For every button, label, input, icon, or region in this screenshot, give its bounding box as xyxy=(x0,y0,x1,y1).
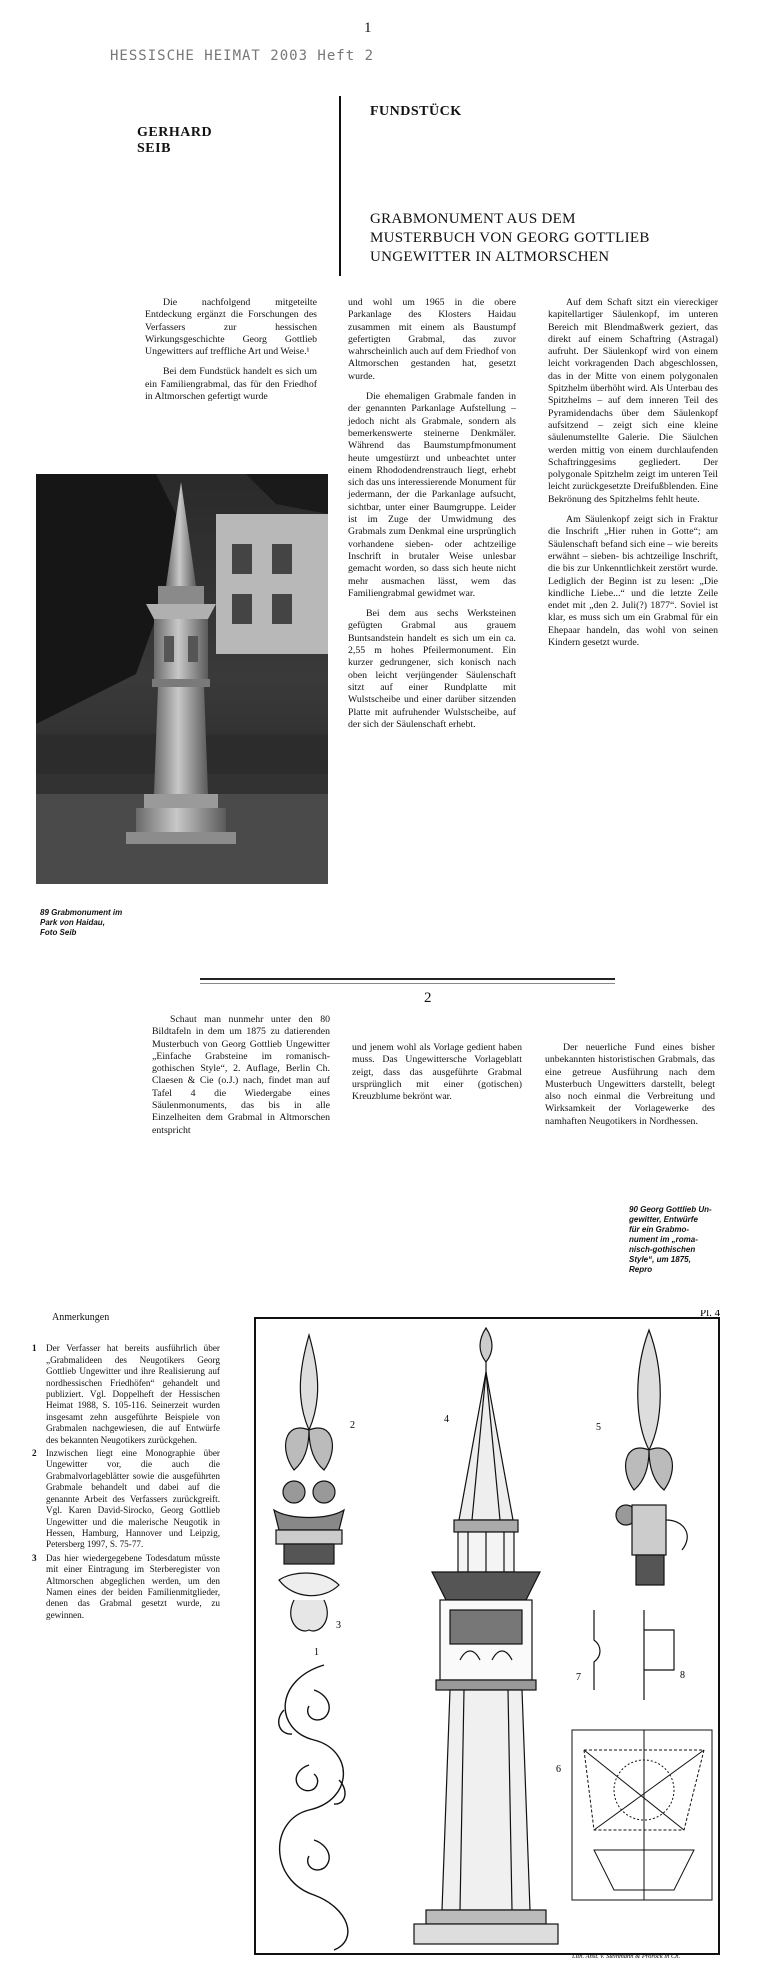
photo-caption xyxy=(40,908,160,938)
plate-number: 7 xyxy=(576,1672,581,1683)
header-divider xyxy=(339,96,341,276)
title-line-1: GRABMONUMENT AUS DEM xyxy=(370,211,576,227)
journal-header: HESSISCHE HEIMAT 2003 Heft 2 xyxy=(110,48,375,64)
page-number-second: 2 xyxy=(424,990,432,1006)
figure-caption-line: gewitter, Entwürfe xyxy=(629,1215,698,1224)
note-item xyxy=(32,1553,220,1621)
page1-column-3 xyxy=(548,297,718,657)
figure-caption-line: Repro xyxy=(629,1265,653,1274)
note-text: Der Verfasser hat bereits ausführlich über „Grabmalideen des Neugotikers Georg Gottlieb Ungewitter und ihre Realisierung auf nordhessischen Friedhöfen“ gehandelt und publiziert. Vgl. Doppelheft der Hessischen Heimat 1988, S. 105-116. Seinerzeit wurden insgesamt zehn ausgeführte Beispiele von Grabmalen nachgewiesen, die auf Entwürfe des bekannten Neugotikers zurückgehen. xyxy=(46,1343,220,1445)
plate-number: 4 xyxy=(444,1414,449,1425)
page1-column-2 xyxy=(348,297,516,739)
page1-col1-paragraph: Die nachfolgend mitgeteilte Entdeckung ergänzt die Forschungen des Verfassers zur hessischen Wirkungsgeschichte Georg Gottlieb Ungewitters auf treffliche Art und Weise.¹ xyxy=(145,297,317,358)
plate-number: 6 xyxy=(556,1764,561,1775)
plate-engraving xyxy=(254,1310,720,1960)
page-divider xyxy=(200,978,615,980)
page-number-top: 1 xyxy=(364,20,372,36)
author-last-name: SEIB xyxy=(137,141,171,156)
page2-column-1 xyxy=(152,1014,330,1145)
page1-col2-paragraph: Bei dem aus sechs Werksteinen gefügten Grabmal aus grauem Buntsandstein handelt es sich um ein ca. 2,55 m hohes Pfeilermonument. Ein kurzer gedrungener, sich konisch nach oben leicht verjüngender Säulenschaft sitzt auf einer Rundplatte mit Wulstscheibe und einer darüber sitzenden Platte mit aufruhender Wulstscheibe, auf der sich der Säulenschaft erhebt. xyxy=(348,608,516,730)
page1-column-1 xyxy=(145,297,317,411)
photo-caption-line: 89 Grabmonument im xyxy=(40,908,123,917)
page2-col3-paragraph: Der neuerliche Fund eines bisher unbekannten historistischen Grabmals, das eine getreue Ausführung nach dem Musterbuch Ungewitters darstellt, belegt also noch einmal die Verbreitung und Wirksamkeit der Vorlagewerke des namhaften Neugotikers in Nordhessen. xyxy=(545,1042,715,1127)
note-item xyxy=(32,1448,220,1551)
section-label: FUNDSTÜCK xyxy=(370,104,462,119)
title-line-3: UNGEWITTER IN ALTMORSCHEN xyxy=(370,249,610,265)
notes-heading: Anmerkungen xyxy=(52,1312,110,1323)
page1-col3-paragraph: Auf dem Schaft sitzt ein viereckiger kapitellartiger Säulenkopf, im unteren Bereich mit Blendmaßwerk geziert, das direkt auf einem Schaftring (Astragal) aufruht. Der Säulenkopf wird von einem leicht vorkragenden Dach abgeschlossen, das in der Mitte von einem polygonalen Spitzhelm überhöht wird. Als Unterbau des Spitzhelms – auf dem inneren Teil des Pyramidendachs über dem Säulenkopf aufsitzend – zeigt sich eine kleine säulenumstellte Galerie. Die Säulchen werden mittig von einem durchlaufenden Schaftringgesims gegliedert. Der polygonale Spitzhelm zeigt im unteren Teil leicht zurückgesetzte Dreifußblenden. Eine Bekrönung des Spitzhelms fehlt heute. xyxy=(548,297,718,505)
plate-imprint: Lith. Anst. v. Steinmann & Prorock in Ch. xyxy=(572,1953,681,1960)
note-number: 3 xyxy=(32,1552,37,1563)
figure-caption-line: 90 Georg Gottlieb Un- xyxy=(629,1205,712,1214)
note-text: Inzwischen liegt eine Monographie über Ungewitter vor, die auch die Grabmalvorlageblätter sowie die ausgeführten Grabmale behandelt und dabei auf die genannte Arbeit des Verfassers zurückgreift. Vgl. Karen David-Sirocko, Georg Gottlieb Ungewitter und die malerische Neugotik in Hessen, Hamburg, Hannover und Leipzig, Petersberg 1997, S. 75-77. xyxy=(46,1448,220,1550)
page2-col1-paragraph: Schaut man nunmehr unter den 80 Bildtafeln in dem um 1875 zu datierenden Musterbuch von Georg Gottlieb Ungewitter „Einfache Grabsteine im romanisch-gothischen Style“, 2. Auflage, Berlin Ch. Claesen & Cie (o.J.) nach, findet man auf Tafel 4 die Wiedergabe eines Säulenmonuments, das bis in alle Einzelheiten dem Grabmal in Altmorschen entspricht xyxy=(152,1014,330,1136)
page1-col1-paragraph: Bei dem Fundstück handelt es sich um ein Familiengrabmal, das für den Friedhof in Altmorschen gefertigt wurde xyxy=(145,366,317,403)
page2-col2-paragraph: und jenem wohl als Vorlage gedient haben muss. Das Ungewittersche Vorlageblatt zeigt, dass das ausgeführte Grabmal ursprünglich mit einer (gotischen) Kreuzblume bekrönt war. xyxy=(352,1042,522,1103)
plate-number: 5 xyxy=(596,1422,601,1433)
monument-photo xyxy=(36,474,328,884)
note-number: 1 xyxy=(32,1343,37,1354)
page-divider-secondary xyxy=(200,983,615,984)
pattern-book-plate xyxy=(254,1310,720,1960)
plate-number: 3 xyxy=(336,1620,341,1631)
author-name xyxy=(137,125,212,157)
plate-number: 1 xyxy=(314,1647,319,1658)
plate-number: 2 xyxy=(350,1420,355,1431)
plate-number: 8 xyxy=(680,1670,685,1681)
page1-col2-paragraph: und wohl um 1965 in die obere Parkanlage des Klosters Haidau zusammen mit einem als Baustumpf gefertigten Grabmal, das zuvor wahrscheinlich auch auf dem Friedhof von Altmorschen gestanden hat, gesetzt wurde. xyxy=(348,297,516,382)
note-number: 2 xyxy=(32,1448,37,1459)
page1-col3-paragraph: Am Säulenkopf zeigt sich in Fraktur die Inschrift „Hier ruhen in Gotte“; am Säulenschaft befand sich eine – wie bereits erwähnt – sieben- bis achtzeilige Inschrift, die bis zur Unkenntlichkeit zerstört wurde. Lediglich der Beginn ist zu lesen: „Die kindliche Liebe...“ und die letzte Zeile endet mit „den 2. Juli(?) 1877“. Soviel ist klar, es muss sich um ein Grabmal für ein Ehepaar handeln, das wohl von seinen Kindern gesetzt wurde. xyxy=(548,514,718,649)
figure-caption-line: nument im „roma- xyxy=(629,1235,698,1244)
note-item xyxy=(32,1343,220,1446)
page1-col2-paragraph: Die ehemaligen Grabmale fanden in der genannten Parkanlage Aufstellung – jedoch nicht als Grabmale, sondern als bemerkenswerte steinerne Denkmäler. Während das Baumstumpfmonument heute umgestürzt und unbeachtet unter einem Rhododendrenstrauch liegt, erhebt sich das uns interessierende Monument für jedermann, der die Parkanlage aufsucht, sichtbar, unter einer Baumgruppe. Leider ist im Zuge der Umwidmung des Grabmals zum Denkmal eine ursprünglich vorhandene sieben- oder achtzeilige Inschrift in brutaler Weise unlesbar gemacht worden, so dass sich heute nicht mehr ausmachen lässt, wem das Familiengrabmal gewidmet war. xyxy=(348,391,516,599)
photo-caption-line: Park von Haidau, xyxy=(40,918,105,927)
note-text: Das hier wiedergegebene Todesdatum müsste mit einer Eintragung im Sterberegister von Altmorschen abgeglichen werden, um den Namen eines der beiden Familienmitglieder, denen das Grabmal gesetzt wurde, zu gewinnen. xyxy=(46,1552,220,1620)
page2-column-2 xyxy=(352,1042,522,1111)
figure-caption xyxy=(629,1205,739,1275)
figure-caption-line: nisch-gothischen xyxy=(629,1245,696,1254)
page2-column-3 xyxy=(545,1042,715,1136)
figure-caption-line: Style“, um 1875, xyxy=(629,1255,691,1264)
monument-photo-graphic xyxy=(36,474,328,884)
author-first-name: GERHARD xyxy=(137,125,213,140)
article-title xyxy=(370,210,670,267)
notes-section xyxy=(32,1312,220,1623)
photo-caption-line: Foto Seib xyxy=(40,928,77,937)
figure-caption-line: für ein Grabmo- xyxy=(629,1225,690,1234)
title-line-2: MUSTERBUCH VON GEORG GOTTLIEB xyxy=(370,230,650,246)
plate-label: Pl. 4 xyxy=(700,1310,720,1319)
